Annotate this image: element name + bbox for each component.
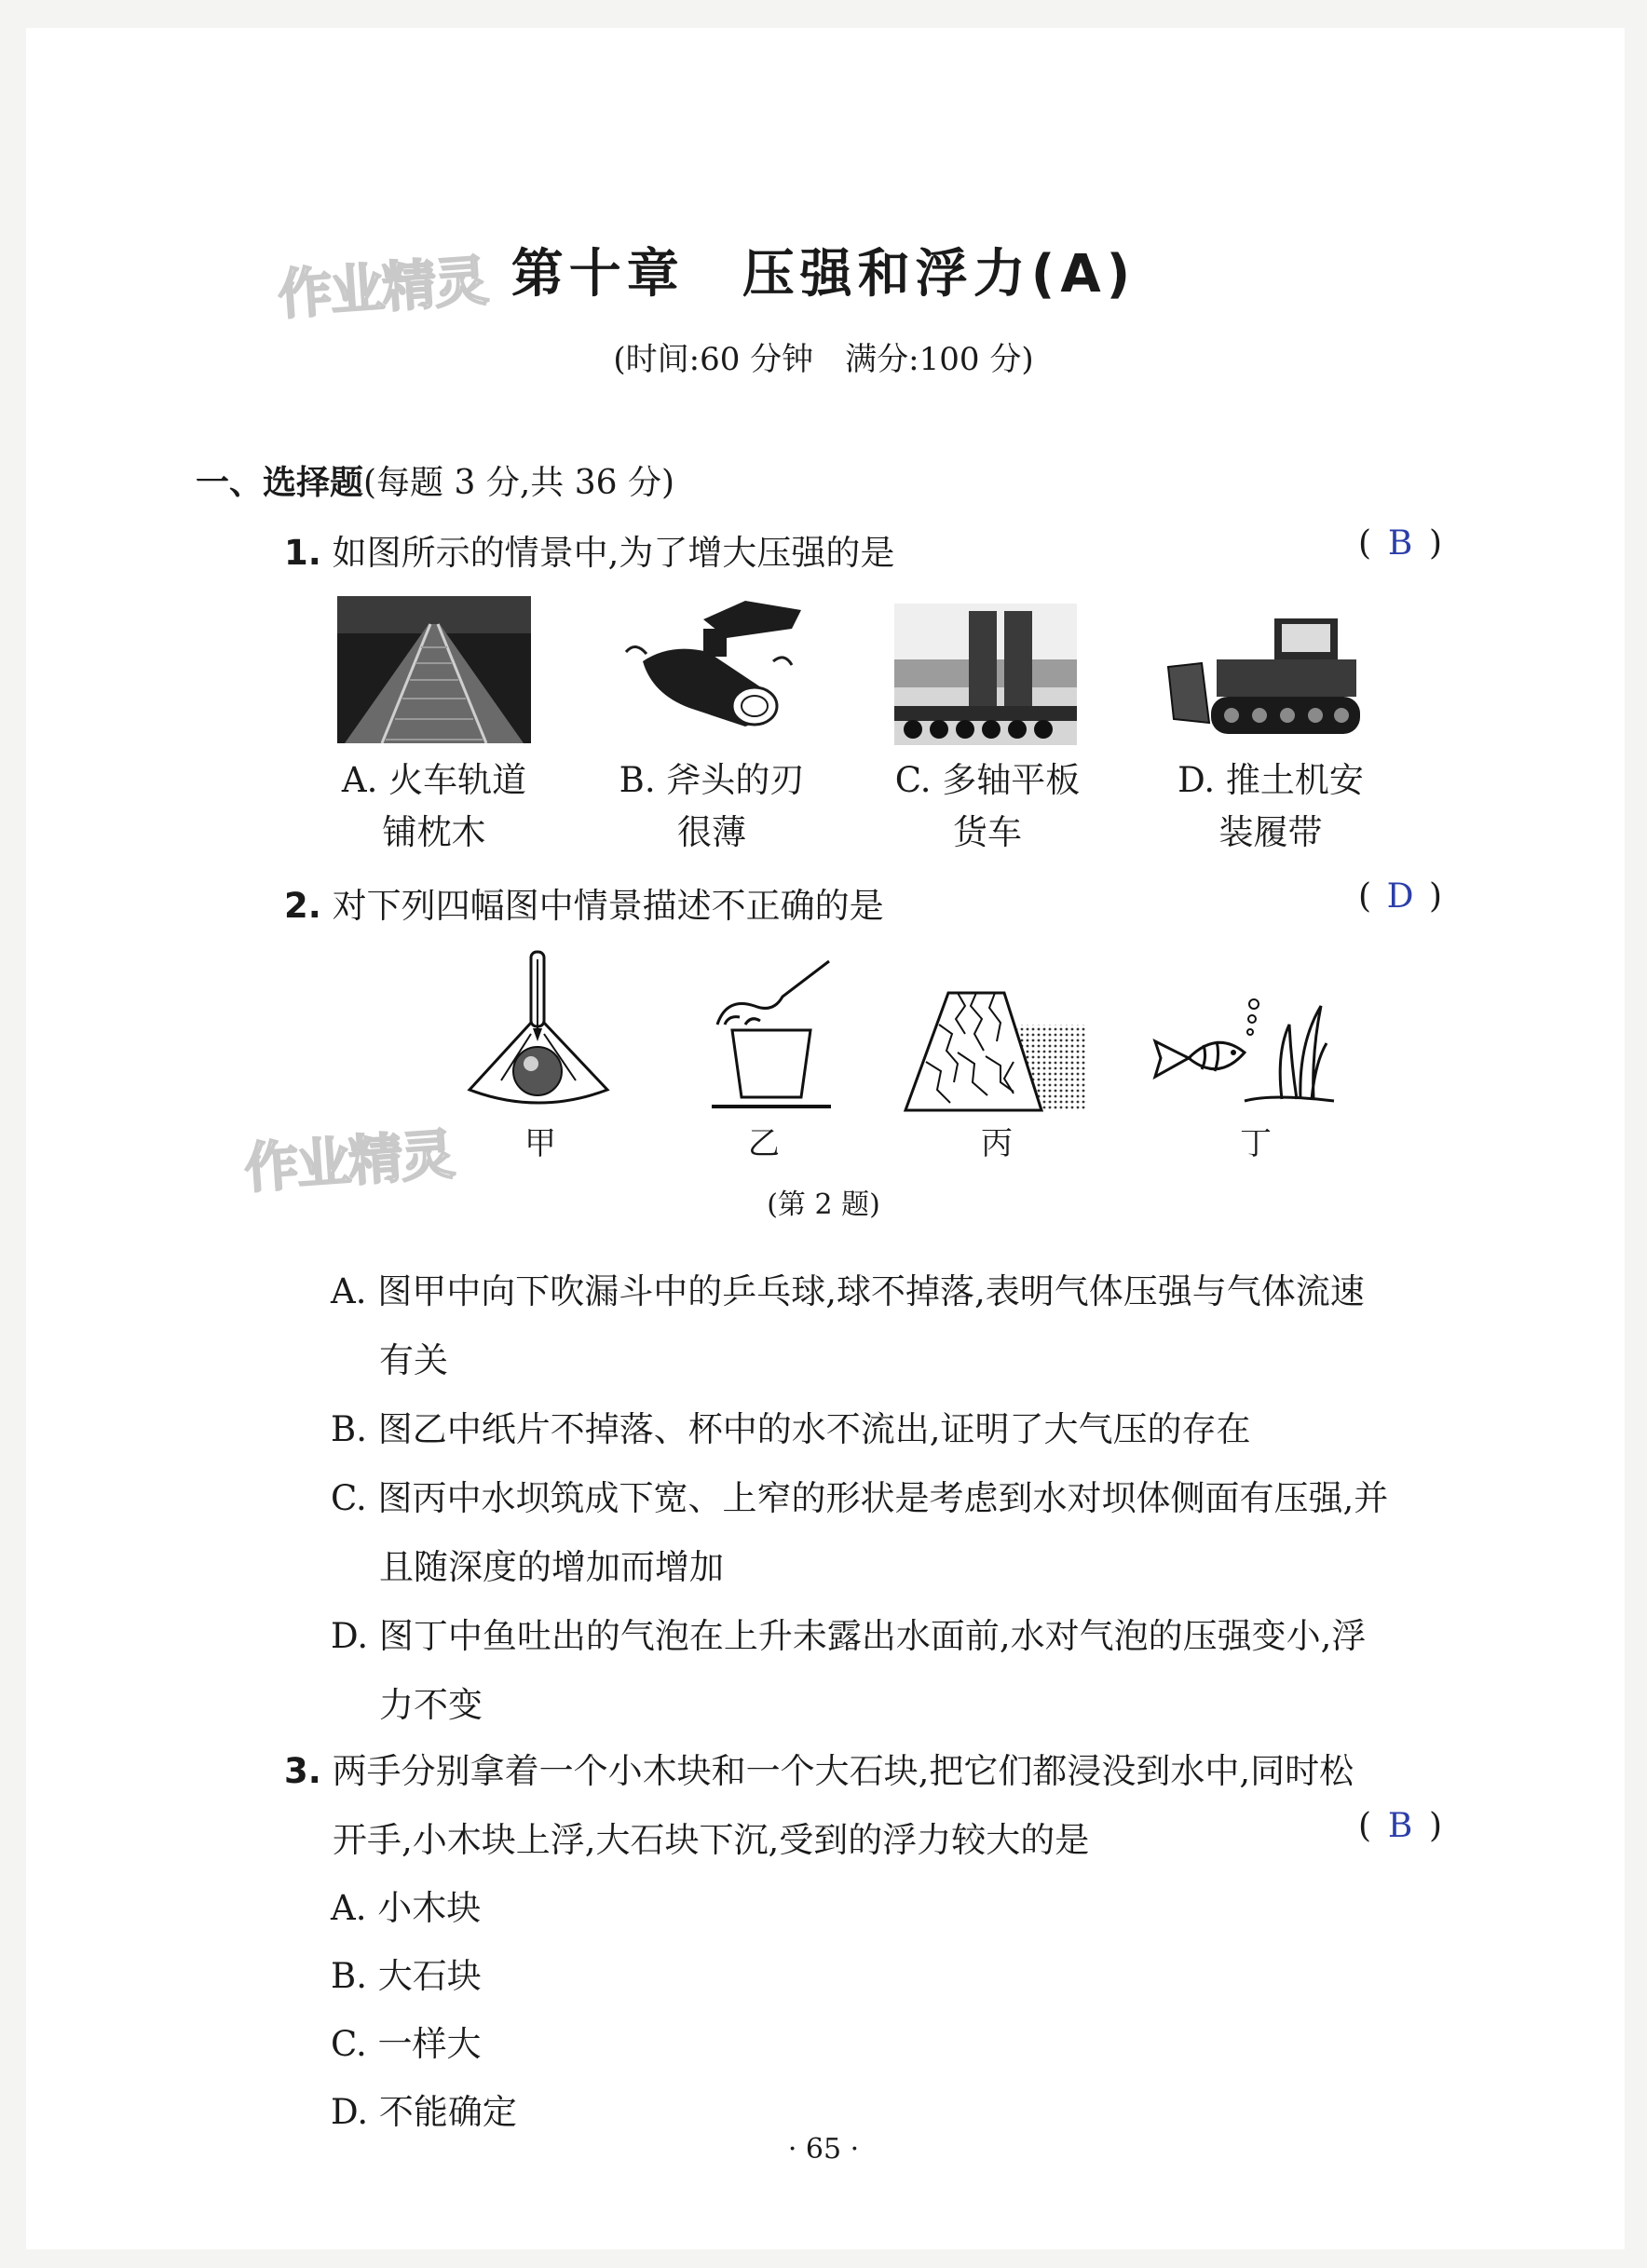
paren-open: ( xyxy=(1358,877,1372,916)
caption-line: D. 推土机安 xyxy=(1177,760,1364,800)
page-title: 第十章 压强和浮力(A) xyxy=(510,244,1137,305)
section-title: 一、选择题 xyxy=(196,464,364,502)
option-a: A. 图甲中向下吹漏斗中的乒乓球,球不掉落,表明气体压强与气体流速 xyxy=(331,1271,1365,1311)
option-a: A. 小木块 xyxy=(331,1888,482,1928)
caption-line: B. 斧头的刃 xyxy=(619,760,805,800)
option-d: D. 不能确定 xyxy=(331,2092,517,2132)
q3-options xyxy=(331,1874,517,2146)
paren-close: ) xyxy=(1429,877,1443,916)
question-text-line2: 开手,小木块上浮,大石块下沉,受到的浮力较大的是 xyxy=(333,1820,1090,1860)
answer-q3: B xyxy=(1387,1807,1413,1845)
fish-bubbles-icon xyxy=(1151,997,1338,1108)
question-number: 2. xyxy=(284,886,321,926)
option-c: C. 图丙中水坝筑成下宽、上窄的形状是考虑到水对坝体侧面有压强,并 xyxy=(331,1478,1389,1518)
paren-open: ( xyxy=(1358,524,1372,563)
page-subtitle: (时间:60 分钟 满分:100 分) xyxy=(613,341,1034,378)
option-d: D. 图丁中鱼吐出的气泡在上升未露出水面前,水对气泡的压强变小,浮 xyxy=(331,1616,1367,1656)
option-c: C. 一样大 xyxy=(331,2024,482,2064)
answer-q2: D xyxy=(1386,877,1414,916)
answer-box-q2 xyxy=(1358,877,1442,916)
paren-open: ( xyxy=(1358,1807,1372,1845)
caption-line: 货车 xyxy=(953,812,1022,852)
answer-box-q3 xyxy=(1358,1807,1442,1845)
option-b: B. 大石块 xyxy=(331,1956,482,1996)
question-1 xyxy=(284,524,894,575)
caption-line: 铺枕木 xyxy=(382,812,486,852)
option-a-continuation: 有关 xyxy=(379,1340,448,1380)
caption-d xyxy=(1159,754,1382,859)
caption-line: 装履带 xyxy=(1218,812,1323,852)
option-c-continuation: 且随深度的增加而增加 xyxy=(379,1547,724,1587)
caption-line: A. 火车轨道 xyxy=(341,760,527,800)
axe-on-log-icon xyxy=(615,596,810,736)
question-text: 对下列四幅图中情景描述不正确的是 xyxy=(332,886,884,926)
answer-q1: B xyxy=(1387,524,1413,563)
figure-label-yi: 乙 xyxy=(748,1125,780,1162)
question-2 xyxy=(284,877,884,928)
figure-caption: (第 2 题) xyxy=(767,1188,880,1221)
railway-track-icon xyxy=(337,596,531,743)
cup-paper-icon xyxy=(708,959,838,1113)
question-3 xyxy=(284,1737,1486,1875)
caption-b xyxy=(600,754,824,859)
caption-c xyxy=(876,754,1099,859)
watermark-middle: 作业精灵 xyxy=(242,1122,456,1201)
caption-line: 很薄 xyxy=(677,812,746,852)
section-note: (每题 3 分,共 36 分) xyxy=(363,464,675,502)
option-b: B. 图乙中纸片不掉落、杯中的水不流出,证明了大气压的存在 xyxy=(331,1409,1251,1449)
question-number: 3. xyxy=(284,1751,321,1791)
figure-label-bing: 丙 xyxy=(981,1125,1013,1162)
answer-box-q1 xyxy=(1358,524,1442,563)
question-number: 1. xyxy=(284,533,321,573)
page-number: · 65 · xyxy=(787,2133,860,2166)
dam-icon xyxy=(902,987,1088,1113)
figure-label-jia: 甲 xyxy=(524,1125,556,1162)
funnel-ball-icon xyxy=(464,950,613,1113)
paren-close: ) xyxy=(1429,524,1443,563)
caption-line: C. 多轴平板 xyxy=(894,760,1081,800)
paren-close: ) xyxy=(1429,1807,1443,1845)
section-heading xyxy=(196,456,674,504)
question-text: 如图所示的情景中,为了增大压强的是 xyxy=(332,533,895,573)
caption-a xyxy=(322,754,546,859)
flatbed-truck-icon xyxy=(894,604,1077,745)
figure-label-ding: 丁 xyxy=(1240,1125,1272,1162)
watermark-top: 作业精灵 xyxy=(276,249,489,327)
question-text-line1: 两手分别拿着一个小木块和一个大石块,把它们都浸没到水中,同时松 xyxy=(332,1751,1354,1791)
option-d-continuation: 力不变 xyxy=(379,1685,483,1725)
q2-options xyxy=(331,1257,1504,1740)
bulldozer-icon xyxy=(1164,611,1369,743)
